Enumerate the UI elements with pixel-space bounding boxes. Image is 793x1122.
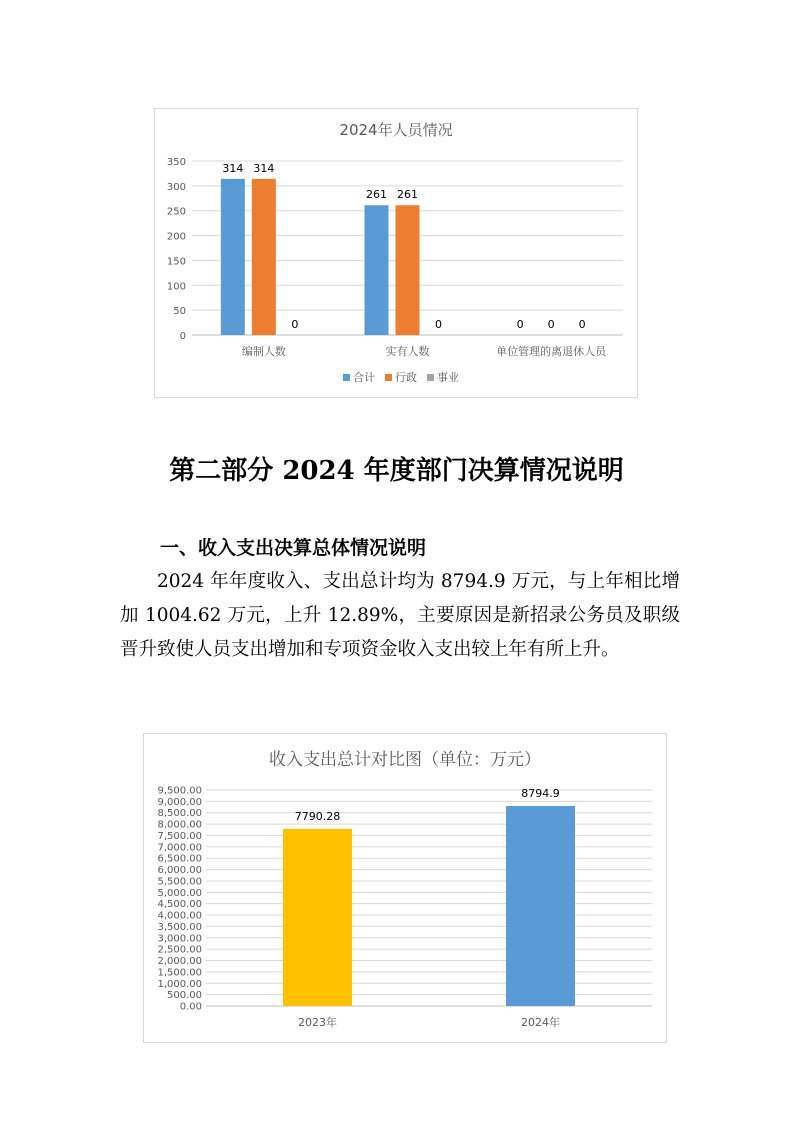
- y-tick-label: 8,000.00: [157, 819, 202, 831]
- y-tick-label: 7,500.00: [157, 830, 202, 842]
- data-label: 261: [366, 188, 387, 202]
- y-tick-label: 6,500.00: [157, 853, 202, 865]
- legend-marker: [343, 374, 350, 381]
- y-tick-label: 100: [166, 281, 186, 293]
- y-tick-label: 6,000.00: [157, 865, 202, 877]
- y-tick-label: 4,000.00: [157, 910, 202, 922]
- data-label: 0: [578, 318, 586, 331]
- body-paragraph: 2024 年年度收入、支出总计均为 8794.9 万元，与上年相比增加 1004.62 万元，上升 12.89%，主要原因是新招录公务员及职级晋升致使人员支出增加和专项资金收入支出较上年有所上升。: [120, 571, 680, 660]
- data-label: 314: [253, 161, 275, 175]
- legend-label: 行政: [395, 371, 417, 384]
- x-tick-label: 实有人数: [385, 345, 430, 358]
- data-label: 0: [516, 318, 524, 331]
- bar: [283, 829, 352, 1006]
- y-tick-label: 5,500.00: [157, 876, 202, 888]
- y-tick-label: 50: [173, 306, 186, 318]
- bar: [221, 179, 245, 335]
- bar: [506, 806, 575, 1006]
- income-expense-chart: [143, 733, 667, 1043]
- y-tick-label: 9,000.00: [157, 796, 202, 808]
- y-tick-label: 3,000.00: [157, 933, 202, 945]
- income-expense-chart-svg: [144, 734, 666, 1042]
- y-tick-label: 1,000.00: [157, 978, 202, 990]
- y-tick-label: 8,500.00: [157, 808, 202, 820]
- data-label: 0: [291, 318, 299, 331]
- y-tick-label: 1,500.00: [157, 967, 202, 979]
- y-tick-label: 300: [166, 181, 186, 193]
- y-tick-label: 350: [166, 157, 186, 168]
- staff-chart-svg: [155, 109, 637, 397]
- y-tick-label: 2,500.00: [157, 944, 202, 956]
- y-tick-label: 250: [166, 206, 186, 218]
- x-tick-label: 编制人数: [241, 345, 286, 358]
- data-label: 314: [222, 161, 244, 175]
- y-tick-label: 2,000.00: [157, 956, 202, 968]
- y-tick-label: 0: [179, 331, 186, 342]
- data-label: 0: [435, 318, 442, 331]
- legend-marker: [385, 374, 392, 381]
- staff-chart: [154, 108, 638, 398]
- chart-title: 收入支出总计对比图（单位：万元）: [269, 750, 541, 770]
- legend-marker: [427, 374, 434, 381]
- y-tick-label: 200: [166, 231, 186, 243]
- x-tick-label: 单位管理的离退休人员: [496, 345, 607, 358]
- x-tick-label: 2024年: [521, 1016, 560, 1029]
- x-tick-label: 2023年: [298, 1016, 337, 1029]
- chart-title: 2024年人员情况: [339, 121, 453, 139]
- y-tick-label: 3,500.00: [157, 921, 202, 933]
- data-label: 0: [547, 318, 555, 331]
- data-label: 261: [397, 188, 418, 202]
- y-tick-label: 4,500.00: [157, 899, 202, 911]
- y-tick-label: 7,000.00: [157, 842, 202, 854]
- legend-label: 事业: [437, 371, 459, 384]
- y-tick-label: 9,500.00: [157, 785, 202, 797]
- data-label: 8794.9: [521, 787, 560, 801]
- legend-label: 合计: [353, 371, 375, 384]
- bar: [365, 205, 389, 335]
- y-tick-label: 5,000.00: [157, 887, 202, 899]
- data-label: 7790.28: [294, 809, 341, 823]
- subheading: 一、收入支出决算总体情况说明: [160, 537, 427, 559]
- bar: [252, 179, 276, 335]
- y-tick-label: 500.00: [167, 990, 202, 1002]
- y-tick-label: 150: [166, 256, 186, 268]
- bar: [396, 205, 420, 335]
- y-tick-label: 0.00: [179, 1001, 202, 1013]
- section-title: 第二部分 2024 年度部门决算情况说明: [169, 456, 624, 486]
